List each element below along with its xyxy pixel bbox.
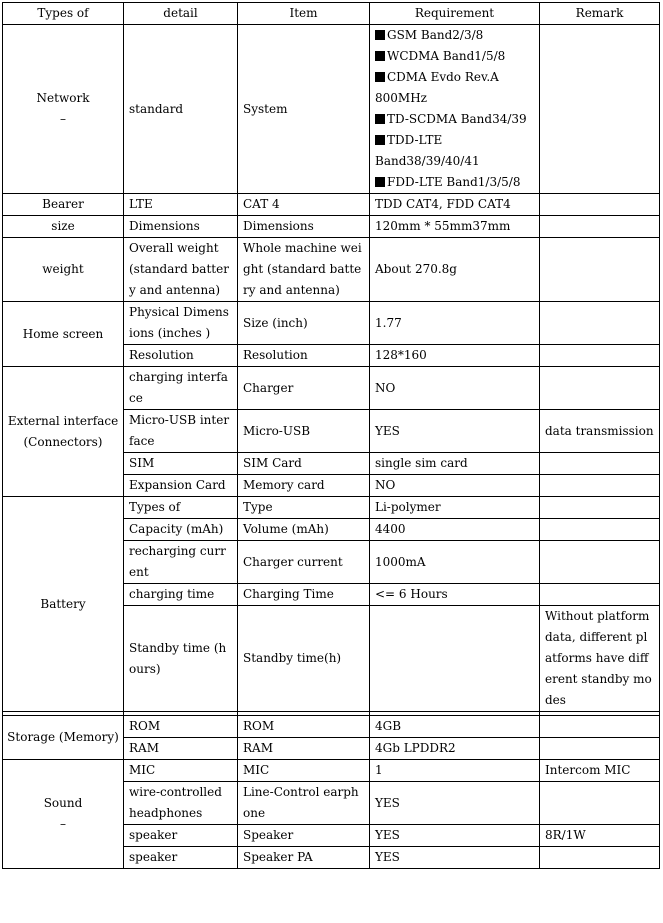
remark-cell: [540, 584, 660, 606]
requirement-line: [375, 25, 534, 46]
requirement-cell: [370, 25, 540, 194]
item-cell: System: [238, 25, 370, 194]
detail-cell: speaker: [124, 825, 238, 847]
detail-cell: Capacity (mAh): [124, 519, 238, 541]
remark-cell: [540, 367, 660, 410]
square-bullet-icon: [375, 72, 385, 82]
remark-cell: 8R/1W: [540, 825, 660, 847]
item-cell: Volume (mAh): [238, 519, 370, 541]
remark-cell: [540, 497, 660, 519]
item-cell: Type: [238, 497, 370, 519]
detail-cell: charging time: [124, 584, 238, 606]
item-cell: Resolution: [238, 345, 370, 367]
group-network: [3, 25, 124, 194]
detail-cell: Standby time (hours): [124, 606, 238, 712]
requirement-line-text: 800MHz: [375, 91, 427, 105]
remark-cell: Intercom MIC: [540, 760, 660, 782]
remark-cell: [540, 519, 660, 541]
detail-cell: RAM: [124, 738, 238, 760]
item-cell: Speaker PA: [238, 847, 370, 869]
requirement-cell: YES: [370, 825, 540, 847]
table-row: [3, 367, 660, 410]
square-bullet-icon: [375, 30, 385, 40]
requirement-cell: single sim card: [370, 453, 540, 475]
item-cell: MIC: [238, 760, 370, 782]
requirement-line: [375, 46, 534, 67]
detail-cell: ROM: [124, 716, 238, 738]
detail-cell: LTE: [124, 194, 238, 216]
square-bullet-icon: [375, 135, 385, 145]
requirement-line: [375, 172, 534, 193]
requirement-line-text: TDD-LTE: [387, 133, 443, 147]
requirement-cell: 128*160: [370, 345, 540, 367]
requirement-cell: 1000mA: [370, 541, 540, 584]
detail-cell: Physical Dimensions (inches ): [124, 302, 238, 345]
requirement-line-text: CDMA Evdo Rev.A: [387, 70, 499, 84]
remark-cell: [540, 716, 660, 738]
requirement-cell: 4400: [370, 519, 540, 541]
header-remark: Remark: [540, 3, 660, 25]
header-detail: detail: [124, 3, 238, 25]
requirement-cell: [370, 606, 540, 712]
group-external-interface: External interface (Connectors): [3, 367, 124, 497]
spec-table: [2, 2, 660, 869]
table-row: [3, 194, 660, 216]
item-cell: Whole machine weight (standard battery and antenna): [238, 238, 370, 302]
remark-cell: [540, 345, 660, 367]
requirement-cell: 1.77: [370, 302, 540, 345]
requirement-line-text: FDD-LTE Band1/3/5/8: [387, 175, 521, 189]
group-label: Network: [36, 91, 90, 105]
table-row: [3, 302, 660, 345]
header-types: Types of: [3, 3, 124, 25]
table-row: [3, 238, 660, 302]
requirement-line-text: TD-SCDMA Band34/39: [387, 112, 527, 126]
item-cell: CAT 4: [238, 194, 370, 216]
table-row: [3, 760, 660, 782]
square-bullet-icon: [375, 114, 385, 124]
item-cell: Standby time(h): [238, 606, 370, 712]
requirement-line-text: GSM Band2/3/8: [387, 28, 484, 42]
item-cell: Charger current: [238, 541, 370, 584]
remark-cell: [540, 847, 660, 869]
requirement-cell: TDD CAT4, FDD CAT4: [370, 194, 540, 216]
remark-cell: [540, 238, 660, 302]
item-cell: Dimensions: [238, 216, 370, 238]
requirement-cell: YES: [370, 782, 540, 825]
requirement-cell: About 270.8g: [370, 238, 540, 302]
item-cell: SIM Card: [238, 453, 370, 475]
detail-cell: charging interface: [124, 367, 238, 410]
remark-cell: [540, 475, 660, 497]
remark-cell: [540, 302, 660, 345]
remark-cell: Without platform data, different platforms have different standby modes: [540, 606, 660, 712]
requirement-cell: 4Gb LPDDR2: [370, 738, 540, 760]
group-weight: weight: [3, 238, 124, 302]
detail-cell: speaker: [124, 847, 238, 869]
network-requirement-list: [375, 25, 534, 193]
detail-cell: Types of: [124, 497, 238, 519]
table-row: [3, 497, 660, 519]
item-cell: Memory card: [238, 475, 370, 497]
detail-cell: Dimensions: [124, 216, 238, 238]
requirement-line-text: WCDMA Band1/5/8: [387, 49, 506, 63]
detail-cell: Resolution: [124, 345, 238, 367]
item-cell: Charger: [238, 367, 370, 410]
remark-cell: [540, 782, 660, 825]
group-dash: –: [60, 112, 66, 126]
table-row: [3, 25, 660, 194]
remark-cell: [540, 194, 660, 216]
detail-cell: standard: [124, 25, 238, 194]
detail-cell: SIM: [124, 453, 238, 475]
remark-cell: data transmission: [540, 410, 660, 453]
item-cell: Micro-USB: [238, 410, 370, 453]
remark-cell: [540, 738, 660, 760]
detail-cell: Overall weight (standard battery and antenna): [124, 238, 238, 302]
item-cell: Line-Control earphone: [238, 782, 370, 825]
requirement-cell: 4GB: [370, 716, 540, 738]
group-bearer: Bearer: [3, 194, 124, 216]
requirement-cell: <= 6 Hours: [370, 584, 540, 606]
remark-cell: [540, 216, 660, 238]
group-dash: –: [60, 817, 66, 831]
requirement-line: [375, 151, 534, 172]
remark-cell: [540, 541, 660, 584]
detail-cell: Expansion Card: [124, 475, 238, 497]
item-cell: Charging Time: [238, 584, 370, 606]
group-label: Sound: [43, 796, 83, 810]
detail-cell: wire-controlled headphones: [124, 782, 238, 825]
item-cell: Size (inch): [238, 302, 370, 345]
detail-cell: Micro-USB interface: [124, 410, 238, 453]
item-cell: RAM: [238, 738, 370, 760]
requirement-line-text: Band38/39/40/41: [375, 154, 480, 168]
requirement-line: [375, 109, 534, 130]
header-row: [3, 3, 660, 25]
requirement-cell: 1: [370, 760, 540, 782]
item-cell: ROM: [238, 716, 370, 738]
group-sound: [3, 760, 124, 869]
detail-cell: MIC: [124, 760, 238, 782]
square-bullet-icon: [375, 177, 385, 187]
group-home-screen: Home screen: [3, 302, 124, 367]
table-row: [3, 716, 660, 738]
header-requirement: Requirement: [370, 3, 540, 25]
remark-cell: [540, 453, 660, 475]
remark-cell: [540, 25, 660, 194]
requirement-line: [375, 130, 534, 151]
requirement-cell: NO: [370, 475, 540, 497]
table-row: [3, 216, 660, 238]
requirement-line: [375, 67, 534, 88]
group-battery: Battery: [3, 497, 124, 712]
requirement-line: [375, 88, 534, 109]
requirement-cell: NO: [370, 367, 540, 410]
group-size: size: [3, 216, 124, 238]
requirement-cell: YES: [370, 847, 540, 869]
square-bullet-icon: [375, 51, 385, 61]
requirement-cell: YES: [370, 410, 540, 453]
header-item: Item: [238, 3, 370, 25]
requirement-cell: 120mm * 55mm37mm: [370, 216, 540, 238]
detail-cell: recharging current: [124, 541, 238, 584]
group-storage: Storage (Memory): [3, 716, 124, 760]
requirement-cell: Li-polymer: [370, 497, 540, 519]
item-cell: Speaker: [238, 825, 370, 847]
